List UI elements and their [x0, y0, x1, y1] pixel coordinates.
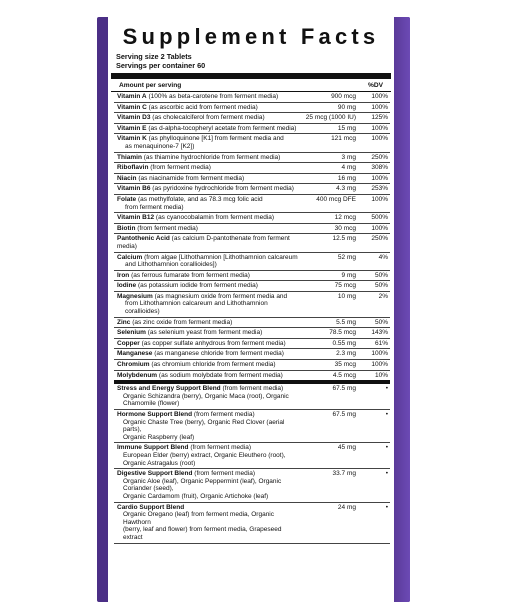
nutrient-cell: [114, 338, 302, 349]
nutrient-name: Niacin: [117, 174, 137, 182]
nutrient-row: [114, 102, 390, 113]
nutrient-name: Vitamin K: [117, 135, 147, 143]
nutrient-amount: 2.3 mg: [302, 349, 358, 360]
nutrient-dv: 50%: [358, 317, 390, 328]
nutrient-source: (as copper sulfate anhydrous from ferment media): [141, 339, 286, 347]
nutrient-cell: [114, 281, 302, 292]
blend-amount: 33.7 mg: [302, 469, 358, 502]
nutrient-source: (as pyridoxine hydrochloride from ferment media): [152, 185, 294, 193]
nutrient-dv: 250%: [358, 152, 390, 163]
blend-cell: [114, 410, 302, 443]
blend-name: Hormone Support Blend: [117, 411, 193, 418]
panel-title: Supplement Facts: [122, 24, 380, 49]
nutrient-source: (as thiamine hydrochloride from ferment media): [143, 153, 281, 161]
blend-amount: 67.5 mg: [302, 410, 358, 443]
nutrient-cell: [114, 234, 302, 252]
nutrient-amount: 121 mcg: [302, 134, 358, 152]
nutrient-row: [114, 213, 390, 224]
blend-source: (from ferment media): [194, 470, 255, 478]
nutrient-dv: 100%: [358, 102, 390, 113]
nutrient-amount: 16 mg: [302, 173, 358, 184]
nutrient-row: [114, 252, 390, 270]
blend-row: [114, 382, 390, 409]
nutrient-source: (from algae [Lithothamnion [Lithothamnion calcareum: [144, 253, 298, 261]
nutrient-name: Zinc: [117, 318, 131, 326]
nutrient-cell: [114, 291, 302, 317]
nutrient-cell: [114, 194, 302, 212]
nutrient-source: (as cholecalciferol from ferment media): [152, 114, 265, 122]
nutrient-row: [114, 270, 390, 281]
nutrient-amount: 9 mg: [302, 270, 358, 281]
nutrient-source: (from ferment media): [137, 224, 198, 232]
nutrient-source: (as sodium molybdate from ferment media): [158, 371, 283, 379]
nutrient-dv: 4%: [358, 252, 390, 270]
nutrient-cell: [114, 102, 302, 113]
nutrient-name: Calcium: [117, 253, 143, 261]
nutrient-name: Selenium: [117, 329, 146, 337]
nutrient-dv: 250%: [358, 234, 390, 252]
blend-ingredients-cont: Organic Cardamom (fruit), Organic Artichoke (leaf): [123, 492, 269, 500]
nutrient-name: Vitamin B6: [117, 185, 151, 193]
nutrients-table: [114, 92, 390, 544]
nutrient-dv: 100%: [358, 194, 390, 212]
nutrient-cell: [114, 134, 302, 152]
nutrient-amount: 78.5 mcg: [302, 328, 358, 339]
nutrient-amount: 35 mcg: [302, 360, 358, 371]
blend-ingredients: Organic Oregano (leaf) from ferment media, Organic Hawthorn: [123, 511, 275, 526]
nutrient-dv: 50%: [358, 270, 390, 281]
nutrient-row: [114, 360, 390, 371]
blend-dv: •: [358, 502, 390, 543]
nutrient-source: (as d-alpha-tocopheryl acetate from ferment media): [148, 124, 297, 132]
nutrient-row: [114, 338, 390, 349]
nutrient-source: (as methylfolate, and as 78.3 mcg folic acid: [137, 195, 263, 203]
nutrient-source: (as ferrous fumarate from ferment media): [131, 271, 250, 279]
nutrient-row: [114, 134, 390, 152]
nutrient-dv: 2%: [358, 291, 390, 317]
nutrient-name: Folate: [117, 195, 137, 203]
blend-ingredients: Organic Aloe (leaf), Organic Peppermint (leaf), Organic Coriander (seed),: [123, 477, 282, 493]
blend-cell: [114, 382, 302, 409]
nutrient-dv: 125%: [358, 113, 390, 124]
blend-cell: [114, 502, 302, 543]
blend-dv: •: [358, 410, 390, 443]
nutrient-source: (as cyanocobalamin from ferment media): [155, 214, 275, 222]
nutrient-row: [114, 281, 390, 292]
nutrient-amount: 3 mg: [302, 152, 358, 163]
nutrient-name: Copper: [117, 339, 140, 347]
nutrient-source: (100% as beta-carotene from ferment media): [148, 93, 279, 100]
servings-per-container: Servings per container 60: [116, 61, 206, 70]
blend-name: Stress and Energy Support Blend: [117, 385, 221, 393]
nutrient-source: (as niacinamide from ferment media): [138, 174, 245, 182]
nutrient-row: [114, 223, 390, 234]
nutrient-amount: 12.5 mg: [302, 234, 358, 252]
nutrient-row: [114, 113, 390, 124]
nutrient-dv: 100%: [358, 223, 390, 234]
nutrient-amount: 10 mg: [302, 291, 358, 317]
nutrient-cell: [114, 173, 302, 184]
nutrient-amount: 25 mcg (1000 IU): [302, 113, 358, 124]
nutrient-name: Magnesium: [117, 292, 153, 300]
column-header: [111, 81, 391, 92]
nutrient-amount: 5.5 mg: [302, 317, 358, 328]
nutrient-name: Vitamin D3: [117, 114, 151, 122]
nutrient-row: [114, 123, 390, 134]
nutrient-source: (as manganese chloride from ferment media): [154, 350, 284, 358]
nutrient-source: (from ferment media): [150, 164, 211, 172]
nutrient-dv: 10%: [358, 370, 390, 382]
nutrient-amount: 15 mg: [302, 123, 358, 134]
nutrient-row: [114, 370, 390, 382]
nutrient-cell: [114, 123, 302, 134]
nutrient-source-cont: from ferment media): [125, 203, 184, 211]
nutrient-amount: 0.55 mg: [302, 338, 358, 349]
blend-amount: 24 mg: [302, 502, 358, 543]
blend-dv: •: [358, 469, 390, 502]
blend-row: [114, 502, 390, 543]
nutrient-row: [114, 349, 390, 360]
nutrient-dv: 308%: [358, 163, 390, 174]
nutrient-source: (as potassium iodide from ferment media): [137, 282, 258, 290]
nutrient-source-cont: as menaquinone-7 [K2]): [125, 142, 195, 150]
nutrient-row: [114, 194, 390, 212]
nutrient-name: Manganese: [117, 350, 153, 358]
nutrient-source: (as magnesium oxide from ferment media and: [154, 292, 288, 300]
nutrient-dv: 100%: [358, 134, 390, 152]
nutrient-row: [114, 317, 390, 328]
nutrient-source: (as chromium chloride from ferment media): [151, 361, 276, 369]
blend-row: [114, 469, 390, 502]
amount-header: Amount per serving: [119, 82, 182, 89]
nutrient-row: [114, 291, 390, 317]
blend-ingredients: Organic Schizandra (berry), Organic Maca (root), Organic Chamomile (flower): [123, 392, 289, 408]
blend-ingredients-cont: (berry, leaf and flower) from ferment media, Grapeseed extract: [123, 526, 282, 541]
nutrient-amount: 12 mcg: [302, 213, 358, 224]
nutrient-cell: [114, 317, 302, 328]
blend-ingredients: European Elder (berry) extract, Organic Eleuthero (root),: [123, 451, 286, 459]
blend-dv: •: [358, 443, 390, 469]
nutrient-cell: [114, 223, 302, 234]
nutrient-name: Pantothenic Acid: [117, 235, 170, 243]
blend-ingredients-cont: Organic Raspberry (leaf): [123, 433, 195, 441]
nutrient-name: Vitamin A: [117, 93, 147, 100]
nutrient-row: [114, 328, 390, 339]
nutrient-dv: 100%: [358, 123, 390, 134]
blend-row: [114, 410, 390, 443]
nutrient-source-cont: and Lithothamnion corallioides]): [125, 261, 217, 269]
blend-amount: 45 mg: [302, 443, 358, 469]
nutrient-name: Vitamin C: [117, 103, 147, 111]
nutrient-cell: [114, 113, 302, 124]
nutrient-name: Vitamin B12: [117, 214, 155, 222]
nutrient-dv: 143%: [358, 328, 390, 339]
nutrient-cell: [114, 163, 302, 174]
nutrient-row: [114, 152, 390, 163]
blend-source: (from ferment media): [193, 411, 255, 418]
nutrient-source: (as phylloquinone [K1] from ferment media and: [148, 135, 284, 143]
nutrient-name: Thiamin: [117, 153, 142, 161]
nutrient-cell: [114, 184, 302, 195]
nutrient-dv: 100%: [358, 92, 390, 102]
nutrient-row: [114, 173, 390, 184]
blend-cell: [114, 469, 302, 502]
nutrient-cell: [114, 349, 302, 360]
nutrient-source: (as zinc oxide from ferment media): [132, 318, 233, 326]
nutrient-row: [114, 163, 390, 174]
blend-source: (from ferment media): [222, 385, 284, 393]
nutrient-dv: 100%: [358, 349, 390, 360]
nutrient-source: (as ascorbic acid from ferment media): [148, 103, 258, 111]
blend-name: Cardio Support Blend: [117, 503, 185, 511]
nutrient-cell: [114, 152, 302, 163]
nutrient-dv: 50%: [358, 281, 390, 292]
nutrient-name: Biotin: [117, 224, 136, 232]
nutrient-cell: [114, 92, 302, 102]
nutrient-name: Molybdenum: [117, 371, 158, 379]
nutrient-dv: 100%: [358, 173, 390, 184]
nutrient-row: [114, 234, 390, 252]
nutrient-cell: [114, 270, 302, 281]
nutrient-amount: 900 mcg: [302, 92, 358, 102]
supplement-facts-panel: [108, 17, 394, 612]
nutrient-dv: 253%: [358, 184, 390, 195]
nutrient-cell: [114, 213, 302, 224]
nutrient-cell: [114, 328, 302, 339]
nutrient-amount: 30 mcg: [302, 223, 358, 234]
nutrient-name: Riboflavin: [117, 164, 149, 172]
divider-thick: [111, 73, 391, 79]
nutrient-source: (as calcium D-pantothenate from ferment media): [117, 235, 290, 250]
nutrient-amount: 4.3 mg: [302, 184, 358, 195]
blend-name: Digestive Support Blend: [117, 470, 193, 478]
nutrient-row: [114, 92, 390, 102]
nutrient-cell: [114, 252, 302, 270]
nutrient-name: Iron: [117, 271, 130, 279]
nutrient-row: [114, 184, 390, 195]
nutrient-name: Vitamin E: [117, 124, 147, 132]
blend-source: (from ferment media): [190, 444, 251, 452]
blend-ingredients: Organic Chaste Tree (berry), Organic Red Clover (aerial parts),: [123, 418, 285, 434]
nutrient-amount: 4.5 mcg: [302, 370, 358, 382]
nutrient-name: Iodine: [117, 282, 137, 290]
nutrient-amount: 4 mg: [302, 163, 358, 174]
nutrient-amount: 75 mcg: [302, 281, 358, 292]
blend-cell: [114, 443, 302, 469]
dv-header: %DV: [367, 82, 383, 89]
nutrient-amount: 400 mcg DFE: [302, 194, 358, 212]
nutrient-dv: 100%: [358, 360, 390, 371]
blend-amount: 67.5 mg: [302, 382, 358, 409]
serving-size: Serving size 2 Tablets: [116, 52, 192, 61]
nutrient-amount: 90 mg: [302, 102, 358, 113]
nutrient-source-cont: from Lithothamnion calcareum and Lithothamnion corallioides): [125, 300, 268, 316]
blend-row: [114, 443, 390, 469]
blend-ingredients-cont: Organic Astragalus (root): [123, 459, 196, 467]
nutrient-cell: [114, 370, 302, 382]
nutrient-dv: 61%: [358, 338, 390, 349]
nutrient-cell: [114, 360, 302, 371]
blend-name: Immune Support Blend: [117, 444, 189, 452]
nutrient-amount: 52 mg: [302, 252, 358, 270]
nutrient-source: (as selenium yeast from ferment media): [147, 329, 263, 337]
nutrient-dv: 500%: [358, 213, 390, 224]
blend-dv: •: [358, 382, 390, 409]
nutrient-name: Chromium: [117, 361, 150, 369]
